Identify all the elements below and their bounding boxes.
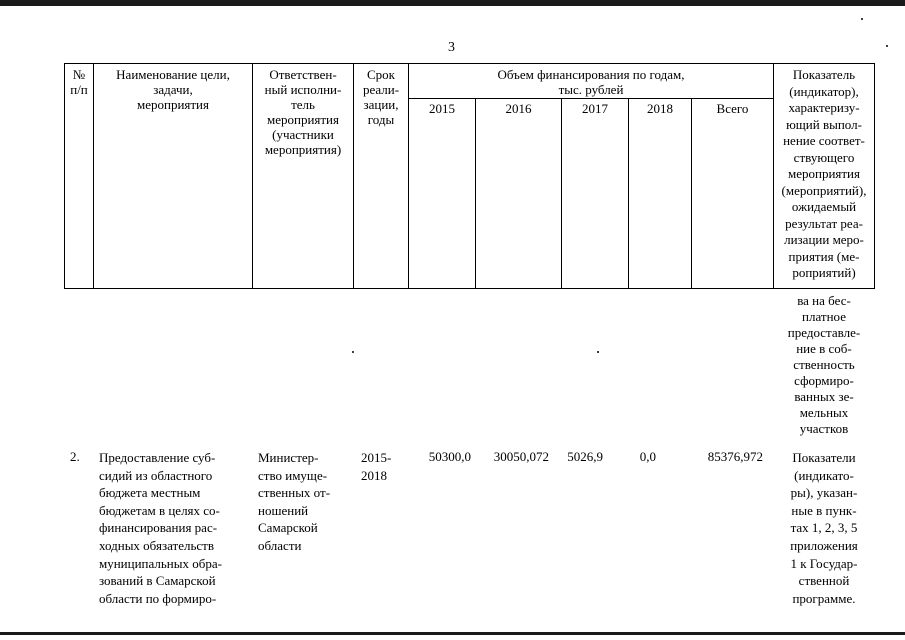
scan-bottom-edge bbox=[0, 632, 905, 635]
row-2016-value: 30050,072 bbox=[493, 449, 549, 464]
row-indicator: Показатели (индикато- ры), указан- ные в пунк- тах 1, 2, 3, 5 приложения 1 к Государ- ственной программе. bbox=[790, 450, 858, 606]
row-term: 2015- 2018 bbox=[361, 450, 392, 483]
header-funding: Объем финансирования по годам, тыс. рублей bbox=[497, 67, 685, 97]
header-term: Срок реали- зации, годы bbox=[362, 67, 400, 127]
header-num: № п/п bbox=[70, 67, 88, 97]
row-responsible: Министер- ство имуще- ственных от- ношений Самарской области bbox=[258, 450, 331, 553]
row-number: 2. bbox=[70, 449, 80, 464]
header-responsible: Ответствен- ный исполни- тель мероприятия (участники мероприятия) bbox=[264, 67, 342, 157]
header-year-2017: 2017 bbox=[582, 101, 608, 116]
row-2017-value: 5026,9 bbox=[567, 449, 603, 464]
page-number: 3 bbox=[448, 40, 455, 55]
row-total-value: 85376,972 bbox=[707, 449, 763, 464]
table-header bbox=[64, 63, 875, 289]
scan-top-edge bbox=[0, 0, 905, 6]
row-2015-value: 50300,0 bbox=[428, 449, 471, 464]
header-year-2018: 2018 bbox=[647, 101, 673, 116]
scan-speck bbox=[861, 18, 863, 20]
indicator-continuation: ва на бес- платное предоставле- ние в соб- ственность сформиро- ванных зе- мельных участков bbox=[787, 293, 861, 436]
scan-speck bbox=[886, 45, 888, 47]
header-indicator: Показатель (индикатор), характеризу- ющий выпол- нение соответ- ствующего мероприятия (мероприятий), ожидаемый результат реа- лизации меро- приятия (ме- роприятий) bbox=[781, 67, 867, 280]
scan-speck bbox=[352, 351, 354, 353]
row-name: Предоставление суб- сидий из областного бюджета местным бюджетам в целях со- финансирования рас- ходных обязательств муниципальных обра- зований в Самарской области по формиро- bbox=[99, 450, 222, 606]
row-2018-value: 0,0 bbox=[639, 449, 656, 464]
header-total: Всего bbox=[716, 101, 749, 116]
header-year-2015: 2015 bbox=[429, 101, 455, 116]
header-year-2016: 2016 bbox=[505, 101, 532, 116]
header-name: Наименование цели, задачи, мероприятия bbox=[116, 67, 230, 112]
scan-speck bbox=[597, 351, 599, 353]
